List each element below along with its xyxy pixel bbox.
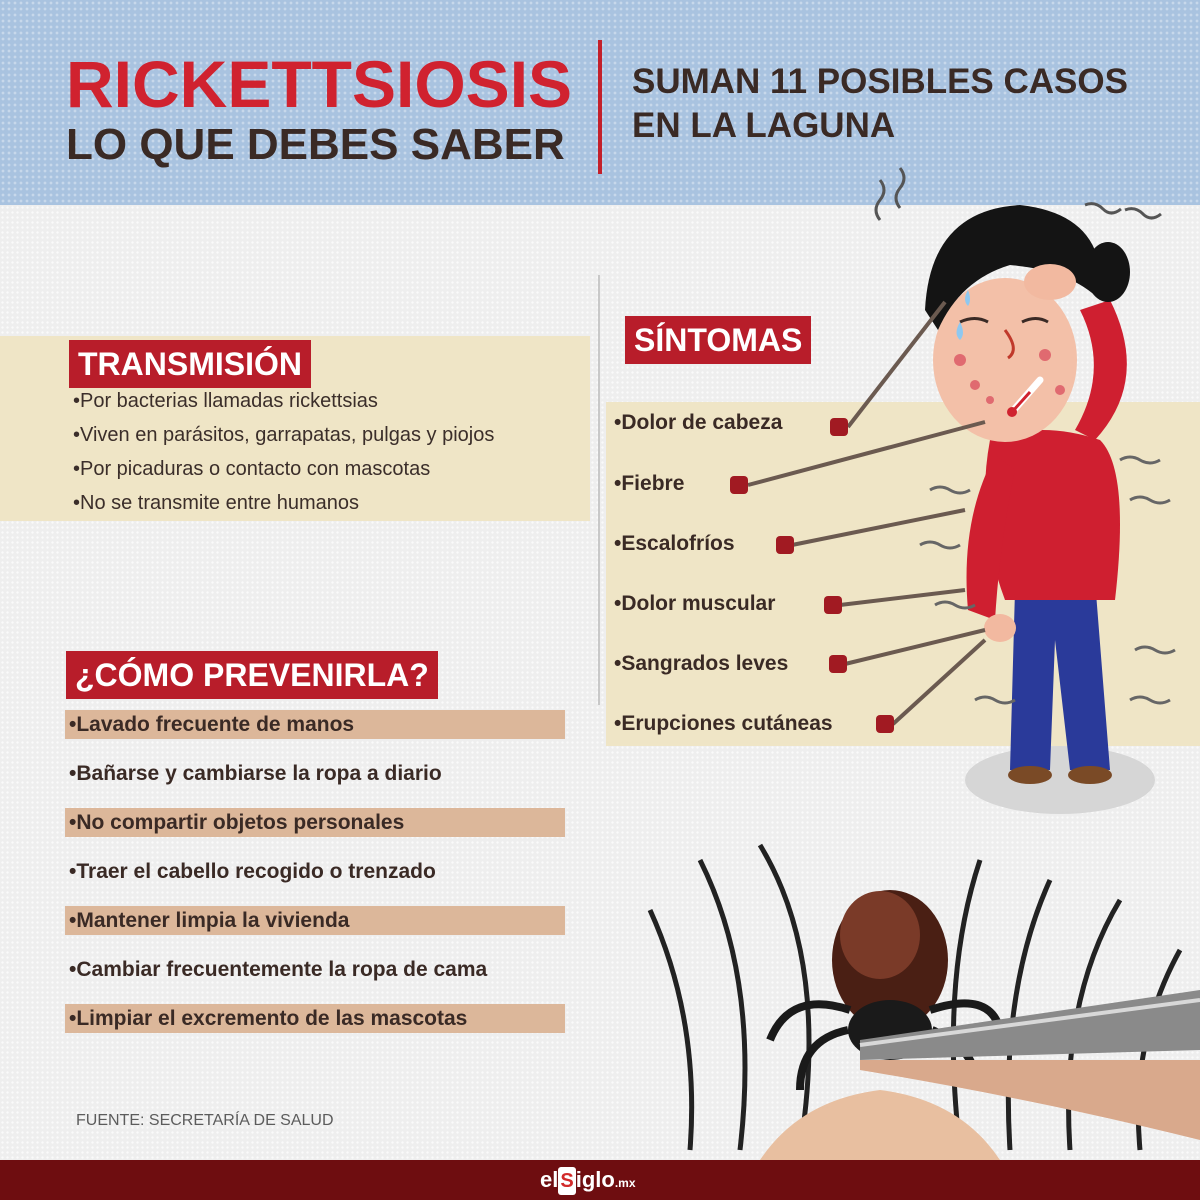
main-subtitle: LO QUE DEBES SABER [66, 120, 565, 169]
symptom-item: •Escalofríos [614, 532, 735, 555]
logo-mark: S [558, 1167, 575, 1195]
prevention-item: •Mantener limpia la vivienda [65, 906, 565, 935]
symptom-item: •Dolor de cabeza [614, 411, 783, 434]
headline-line-2: EN LA LAGUNA [632, 106, 896, 145]
transmission-label: TRANSMISIÓN [69, 340, 311, 388]
symptom-marker [730, 476, 748, 494]
prevention-item: •Cambiar frecuentemente la ropa de cama [69, 958, 488, 981]
prevention-label: ¿CÓMO PREVENIRLA? [66, 651, 438, 699]
prevention-item: •Limpiar el excremento de las mascotas [65, 1004, 565, 1033]
symptom-item: •Fiebre [614, 472, 685, 495]
el-siglo-logo[interactable] [540, 1166, 636, 1197]
symptom-marker [830, 418, 848, 436]
symptom-marker [776, 536, 794, 554]
transmission-item: •No se transmite entre humanos [73, 492, 360, 514]
headline-line-1: SUMAN 11 POSIBLES CASOS [632, 62, 1128, 101]
prevention-item: •Bañarse y cambiarse la ropa a diario [69, 762, 442, 785]
symptom-item: •Dolor muscular [614, 592, 776, 615]
logo-text-el: el [540, 1167, 559, 1192]
symptom-item: •Erupciones cutáneas [614, 712, 833, 735]
headline [632, 60, 1192, 148]
symptom-item: •Sangrados leves [614, 652, 789, 675]
source-note: FUENTE: SECRETARÍA DE SALUD [76, 1112, 334, 1129]
tick-illustration [620, 830, 1200, 1160]
prevention-item: •Lavado frecuente de manos [65, 710, 565, 739]
symptom-marker [829, 655, 847, 673]
symptom-marker [876, 715, 894, 733]
prevention-item: •No compartir objetos personales [65, 808, 565, 837]
logo-text-iglo: iglo [575, 1167, 615, 1192]
symptoms-label: SÍNTOMAS [625, 316, 811, 364]
main-title: RICKETTSIOSIS [66, 47, 573, 121]
transmission-list [73, 384, 494, 520]
transmission-item: •Por bacterias llamadas rickettsias [73, 390, 378, 412]
transmission-item: •Por picaduras o contacto con mascotas [73, 458, 431, 480]
symptom-marker [824, 596, 842, 614]
prevention-item: •Traer el cabello recogido o trenzado [69, 860, 436, 883]
transmission-item: •Viven en parásitos, garrapatas, pulgas y piojos [73, 424, 495, 446]
logo-domain: .mx [614, 1176, 636, 1190]
